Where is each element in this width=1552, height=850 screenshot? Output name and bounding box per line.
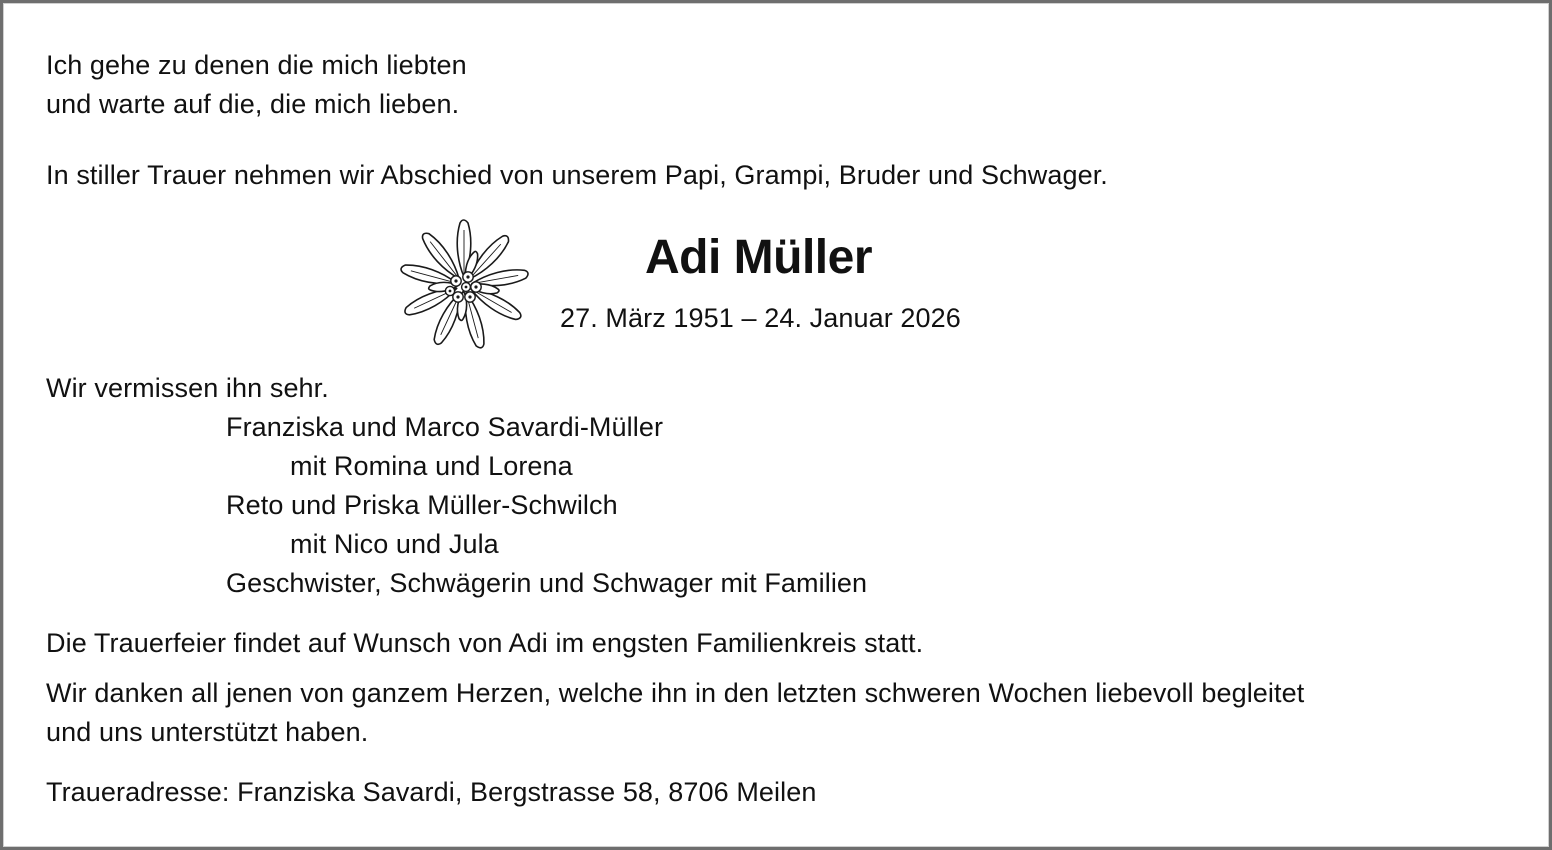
intro-text: In stiller Trauer nehmen wir Abschied von unserem Papi, Grampi, Bruder und Schwager. — [46, 160, 1108, 190]
mourner-line: mit Romina und Lorena — [290, 451, 573, 481]
motto-line-1: Ich gehe zu denen die mich liebten — [46, 50, 467, 80]
mourners-heading: Wir vermissen ihn sehr. — [46, 373, 329, 403]
edelweiss-icon — [393, 211, 539, 356]
mourner-line: Franziska und Marco Savardi-Müller — [226, 412, 664, 442]
mourner-line: mit Nico und Jula — [290, 529, 499, 559]
thanks-line-2: und uns unterstützt haben. — [46, 717, 369, 747]
mourner-line: Reto und Priska Müller-Schwilch — [226, 490, 618, 520]
deceased-name: Adi Müller — [645, 231, 873, 284]
ceremony-text: Die Trauerfeier findet auf Wunsch von Adi im engsten Familienkreis statt. — [46, 628, 924, 658]
mourning-address: Traueradresse: Franziska Savardi, Bergstrasse 58, 8706 Meilen — [46, 777, 817, 807]
life-dates: 27. März 1951 – 24. Januar 2026 — [560, 303, 961, 333]
thanks-line-1: Wir danken all jenen von ganzem Herzen, welche ihn in den letzten schweren Wochen liebevoll begleitet — [46, 678, 1305, 708]
mourner-line: Geschwister, Schwägerin und Schwager mit Familien — [226, 568, 868, 598]
motto-line-2: und warte auf die, die mich lieben. — [46, 89, 460, 119]
